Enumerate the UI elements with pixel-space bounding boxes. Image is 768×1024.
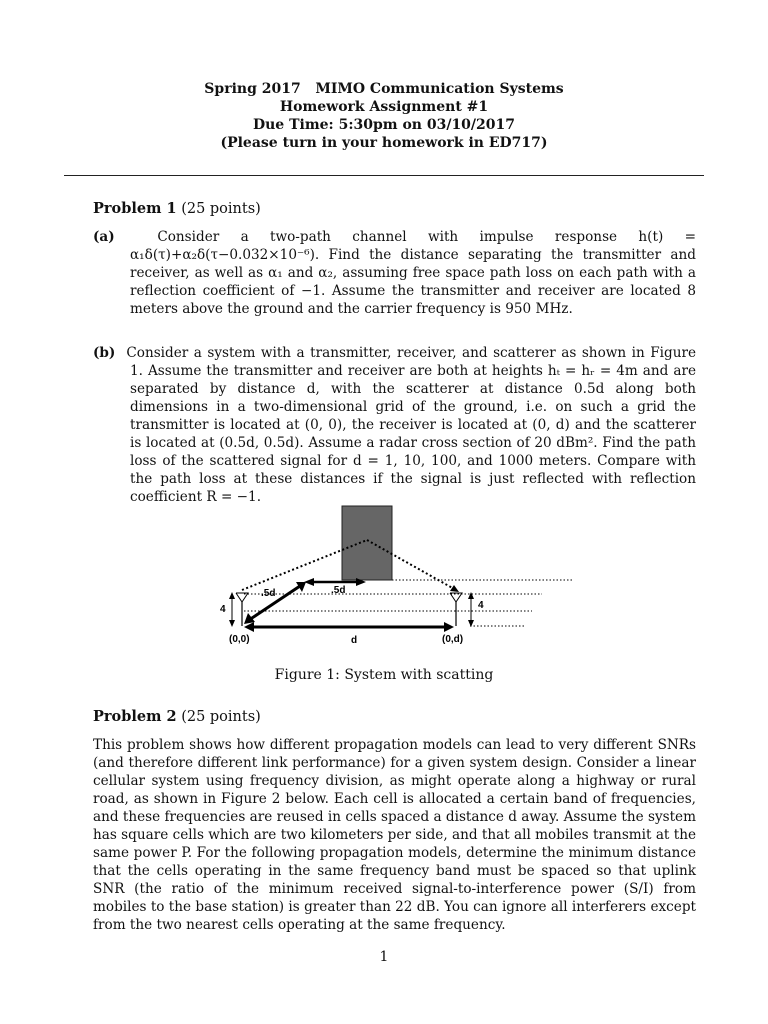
distance-d-arrow bbox=[244, 622, 454, 632]
problem-1a-label: (a) bbox=[93, 229, 115, 245]
header-divider bbox=[64, 175, 704, 176]
course-line: Spring 2017 MIMO Communication Systems bbox=[204, 81, 564, 97]
label-height-left: 4 bbox=[220, 604, 226, 615]
label-receiver-position: (0,d) bbox=[442, 634, 464, 645]
label-distance-d: d bbox=[351, 635, 358, 646]
receiver-antenna-icon bbox=[450, 593, 462, 626]
problem-1b-label: (b) bbox=[93, 345, 116, 361]
problem-1-title: Problem 1 bbox=[93, 200, 177, 217]
problem-1a-text: Consider a two-path channel with impulse response h(t) = α₁δ(τ)+α₂δ(τ−0.032×10⁻⁶). Find the distance separating the transmitter and receiver, as well as α₁ and α₂, assuming free space path loss on each path with a reflection coefficient of −1. Assume the transmitter and receiver are located 8 meters above the ground and the carrier frequency is 950 MHz. bbox=[130, 229, 696, 317]
figure-caption: Figure 1: System with scatting bbox=[274, 667, 494, 683]
right-height-arrow bbox=[468, 592, 474, 627]
problem-1b-text: Consider a system with a transmitter, receiver, and scatterer as shown in Figure 1. Assume the transmitter and receiver are both at heights hₜ = hᵣ = 4m and are separated by distance d, with the scatterer at distance 0.5d along both dimensions in a two-dimensional grid of the ground, i.e. on such a grid the transmitter is located at (0, 0), the receiver is located at (0, d) and the scatterer is located at (0.5d, 0.5d). Assume a radar cross section of 20 dBm². Find the path loss of the scattered signal for d = 1, 10, 100, and 1000 meters. Compare with the path loss at these distances if the signal is just reflected with reflection coefficient R = −1. bbox=[126, 345, 696, 505]
scatterer-block bbox=[342, 506, 392, 580]
label-height-right: 4 bbox=[478, 600, 484, 611]
assignment-header bbox=[0, 80, 768, 152]
problem-2-points: (25 points) bbox=[181, 709, 261, 725]
assignment-line: Homework Assignment #1 bbox=[279, 99, 489, 115]
problem-2-text: This problem shows how different propagation models can lead to very different SNRs (and therefore different link performance) for a given system design. Consider a linear cellular system using frequency division, as might operate along a highway or rural road, as shown in Figure 2 below. Each cell is allocated a certain band of frequencies, and these frequencies are reused in cells spaced a distance d away. Assume the system has square cells which are two kilometers per side, and that all mobiles transmit at the same power P. For the following propagation models, determine the minimum distance that the cells operating in the same frequency band must be spaced so that uplink SNR (the ratio of the minimum received signal-to-interference power (S/I) from mobiles to the base station) is greater than 22 dB. You can ignore all interferers except from the two nearest cells operating at the same frequency. bbox=[93, 737, 696, 933]
problem-1a bbox=[93, 228, 696, 318]
label-origin: (0,0) bbox=[229, 634, 250, 645]
problem-1b bbox=[93, 344, 696, 506]
problem-1-heading bbox=[93, 200, 261, 217]
label-half-d-left: .5d bbox=[261, 588, 276, 599]
left-height-arrow bbox=[229, 592, 235, 627]
problem-2-title: Problem 2 bbox=[93, 708, 177, 725]
submission-note: (Please turn in your homework in ED717) bbox=[220, 135, 548, 151]
scattered-ray-arrowhead bbox=[450, 585, 459, 592]
page-number: 1 bbox=[379, 949, 389, 965]
scattering-figure bbox=[220, 498, 580, 648]
label-half-d-mid: .5d bbox=[331, 585, 346, 596]
problem-2-heading bbox=[93, 708, 261, 725]
due-time-line: Due Time: 5:30pm on 03/10/2017 bbox=[252, 117, 515, 133]
problem-1-points: (25 points) bbox=[181, 201, 261, 217]
